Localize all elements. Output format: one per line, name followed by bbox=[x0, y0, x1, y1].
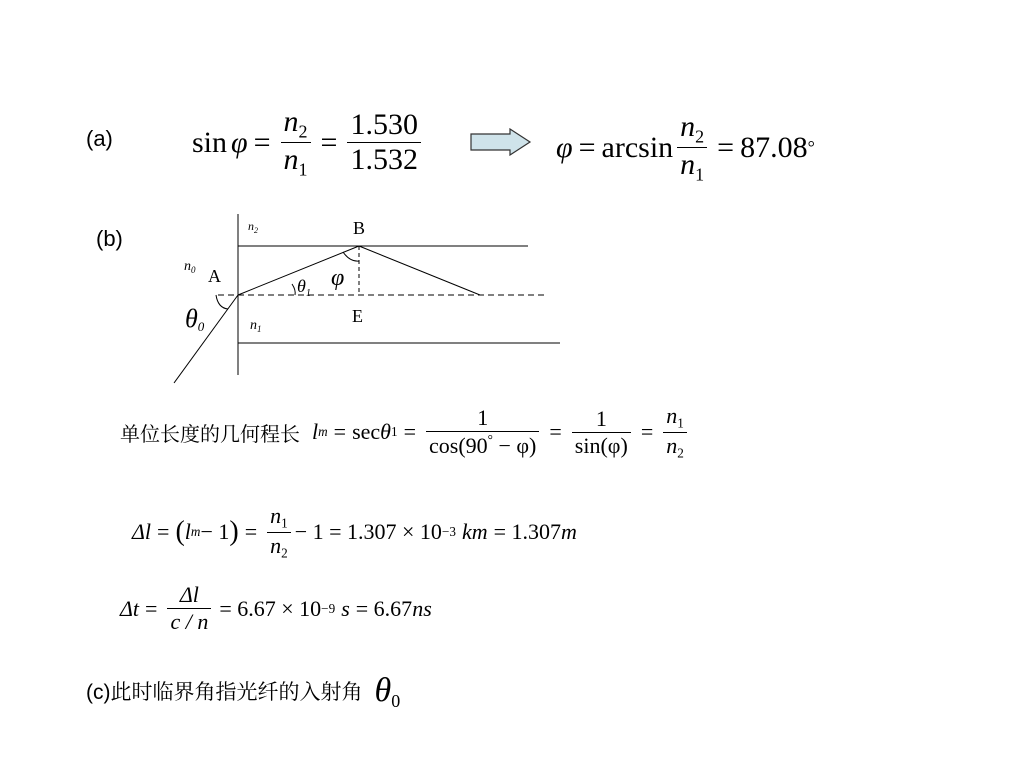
path-length-equation: 单位长度的几何程长 l m = sec θ 1 = $\frac{1}{\cos(90^\circ - \varphi)}$ = $\frac{1}{\sin(\varphi)}$ = $\frac{n_1}{n_2}$ bbox=[120, 403, 691, 461]
theta1-arc bbox=[292, 284, 295, 295]
arcsin-function: arcsin bbox=[601, 130, 674, 164]
part-a-label: (a) bbox=[86, 126, 113, 151]
reflected-ray bbox=[359, 246, 480, 295]
theta0-arc bbox=[216, 295, 228, 309]
theta0-label: θ0 bbox=[185, 304, 205, 334]
phi-symbol: φ bbox=[556, 130, 573, 164]
part-c-text: (c)此时临界角指光纤的入射角 bbox=[86, 681, 363, 704]
delta-t-equation: Δt = $\frac{\Delta l}{c / n}$ = 6.67 × 10 −9 s = 6.67 ns bbox=[120, 582, 432, 634]
phi-arc bbox=[343, 252, 359, 261]
phi-label: φ bbox=[331, 265, 345, 291]
n0-label: $n_0$ bbox=[184, 259, 196, 275]
angle-result: 87.08 bbox=[740, 130, 808, 164]
delta-l-over-c-n-fraction: $\frac{\Delta l}{c / n}$ bbox=[167, 582, 211, 635]
fiber-diagram bbox=[160, 210, 580, 390]
incident-ray bbox=[174, 295, 238, 383]
sin-function: sin bbox=[192, 125, 228, 159]
snell-equation: sin φ = $\frac{n_2}{n_1}$ = $\frac{1.530}{1.532}$ bbox=[192, 105, 425, 181]
phi-symbol: φ bbox=[231, 125, 248, 159]
delta-l-equation: Δl = ( l m − 1 ) = $\frac{n_1}{n_2}$ − 1 = 1.307 × 10 −3 km = 1.307 m bbox=[132, 503, 577, 561]
index-fraction: $\frac{n_1}{n_2}$ bbox=[663, 403, 687, 461]
index-ratio-fraction: $\frac{1.530}{1.532}$ bbox=[347, 108, 421, 177]
cos-fraction: $\frac{1}{\cos(90^\circ - \varphi)}$ bbox=[426, 405, 539, 459]
n2-label: $n_2$ bbox=[248, 219, 258, 235]
theta1-label: $\theta_1$ bbox=[297, 276, 311, 299]
n2-over-n1-fraction: $\frac{n_2}{n_1}$ bbox=[677, 110, 707, 186]
theta0-symbol: θ bbox=[374, 672, 392, 709]
part-b-label: (b) bbox=[96, 226, 123, 251]
n1-over-n2-fraction: $\frac{n_1}{n_2}$ bbox=[267, 503, 291, 561]
n1-label: $n_1$ bbox=[250, 318, 262, 334]
point-a-label: A bbox=[208, 266, 221, 286]
n2-over-n1-fraction: $\frac{n_2}{n_1}$ bbox=[281, 105, 311, 181]
sin-fraction: $\frac{1}{\sin(\varphi)}$ bbox=[572, 406, 631, 459]
point-b-label: B bbox=[353, 218, 366, 238]
arcsin-equation: φ = arcsin $\frac{n_2}{n_1}$ = 87.08 ° bbox=[556, 110, 815, 185]
point-e-label: E bbox=[352, 306, 363, 326]
right-arrow-icon bbox=[470, 128, 532, 156]
equals-sign: = bbox=[253, 125, 271, 159]
path-length-caption: 单位长度的几何程长 bbox=[120, 423, 300, 446]
part-c-line: (c)此时临界角指光纤的入射角 θ 0 bbox=[86, 672, 401, 711]
